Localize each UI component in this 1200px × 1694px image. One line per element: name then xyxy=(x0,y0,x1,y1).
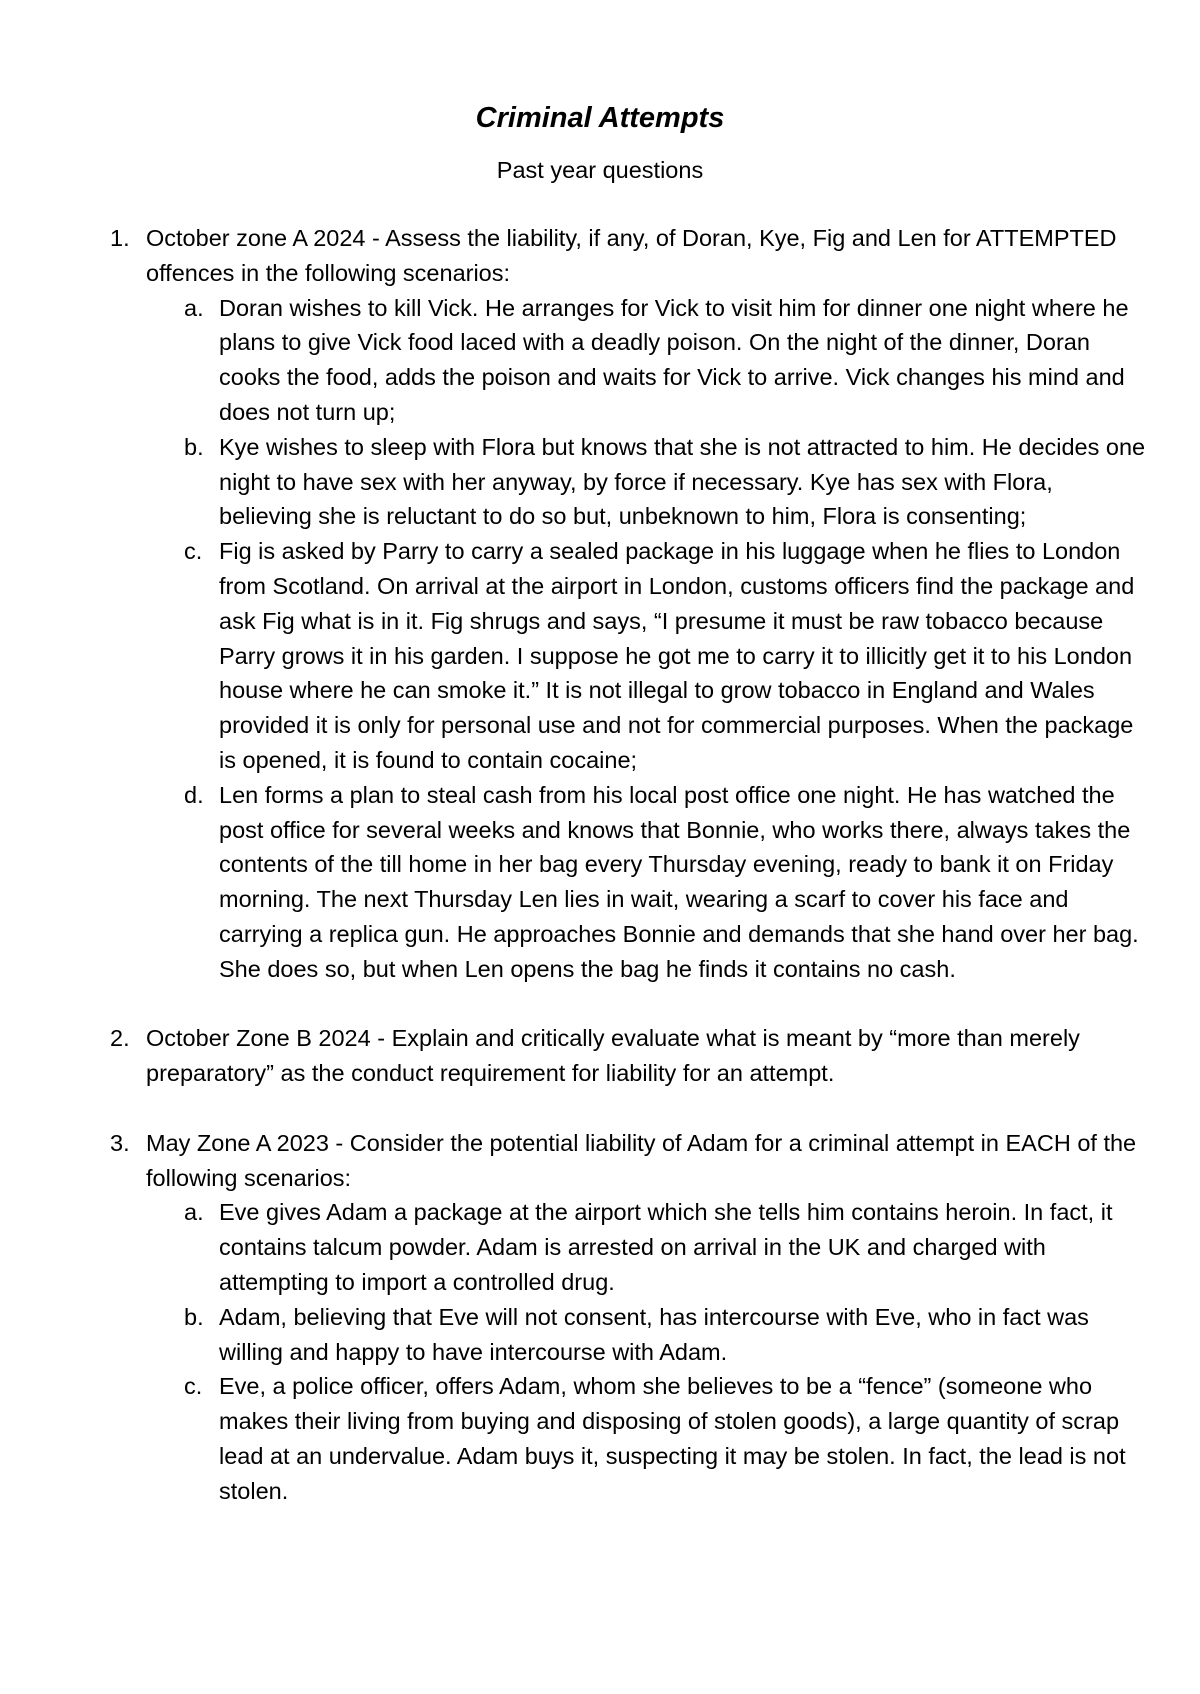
sub-question-3a xyxy=(146,1195,1146,1299)
sub-question-text: Fig is asked by Parry to carry a sealed package in his luggage when he flies to London from Scotland. On arrival at the airport in London, customs officers find the package and ask Fig what is in it. Fig shrugs and says, “I presume it must be raw tobacco because Parry grows it in his garden. I suppose he got me to carry it to illicitly get it to his London house where he can smoke it.” It is not illegal to grow tobacco in England and Wales provided it is only for personal use and not for commercial purposes. When the package is opened, it is found to contain cocaine; xyxy=(219,538,1135,773)
sub-question-letter: b. xyxy=(184,1303,204,1330)
sub-question-letter: c. xyxy=(184,538,203,565)
sub-question-1d xyxy=(146,778,1146,987)
sub-question-3c xyxy=(146,1369,1146,1508)
question-text: May Zone A 2023 - Consider the potential liability of Adam for a criminal attempt in EACH of the following scenarios: xyxy=(146,1129,1137,1191)
sub-question-letter: a. xyxy=(184,1199,204,1226)
sub-question-letter: a. xyxy=(184,294,204,321)
sub-question-text: Len forms a plan to steal cash from his local post office one night. He has watched the post office for several weeks and knows that Bonnie, who works there, always takes the contents of the till home in her bag every Thursday evening, ready to bank it on Friday morning. The next Thursday Len lies in wait, wearing a scarf to cover his face and carrying a replica gun. He approaches Bonnie and demands that she hand over her bag. She does so, but when Len opens the bag he finds it contains no cash. xyxy=(219,781,1139,982)
question-number: 1. xyxy=(110,225,130,251)
question-2 xyxy=(0,1021,1146,1091)
sub-question-letter: b. xyxy=(184,433,204,460)
document-title: Criminal Attempts xyxy=(475,102,725,134)
sub-question-3b xyxy=(146,1300,1146,1370)
question-number: 2. xyxy=(110,1025,130,1052)
sub-question-text: Eve gives Adam a package at the airport which she tells him contains heroin. In fact, it contains talcum powder. Adam is arrested on arrival in the UK and charged with attempting to import a controlled drug. xyxy=(219,1199,1113,1295)
sub-question-1b xyxy=(146,430,1146,534)
question-list xyxy=(0,221,1200,1543)
sub-question-text: Adam, believing that Eve will not consent, has intercourse with Eve, who in fact was willing and happy to have intercourse with Adam. xyxy=(219,1303,1089,1365)
document-subtitle: Past year questions xyxy=(496,157,704,183)
question-1 xyxy=(0,221,1146,987)
question-text: October zone A 2024 - Assess the liability, if any, of Doran, Kye, Fig and Len for ATTEMPTED offences in the following scenarios: xyxy=(146,225,1117,286)
sub-question-list xyxy=(146,1195,1146,1508)
sub-question-text: Kye wishes to sleep with Flora but knows that she is not attracted to him. He decides one night to have sex with her anyway, by force if necessary. Kye has sex with Flora, believing she is reluctant to do so but, unbeknown to him, Flora is consenting; xyxy=(219,433,1146,530)
question-text: October Zone B 2024 - Explain and critically evaluate what is meant by “more than merely preparatory” as the conduct requirement for liability for an attempt. xyxy=(146,1025,1080,1087)
question-3 xyxy=(0,1126,1146,1509)
question-number: 3. xyxy=(110,1129,130,1156)
sub-question-list xyxy=(146,291,1146,987)
sub-question-letter: d. xyxy=(184,781,204,808)
sub-question-1c xyxy=(146,534,1146,778)
sub-question-1a xyxy=(146,291,1146,430)
sub-question-text: Doran wishes to kill Vick. He arranges for Vick to visit him for dinner one night where he plans to give Vick food laced with a deadly poison. On the night of the dinner, Doran cooks the food, adds the poison and waits for Vick to arrive. Vick changes his mind and does not turn up; xyxy=(219,294,1129,425)
sub-question-letter: c. xyxy=(184,1373,203,1400)
sub-question-text: Eve, a police officer, offers Adam, whom she believes to be a “fence” (someone who makes their living from buying and disposing of stolen goods), a large quantity of scrap lead at an undervalue. Adam buys it, suspecting it may be stolen. In fact, the lead is not stolen. xyxy=(219,1373,1126,1504)
